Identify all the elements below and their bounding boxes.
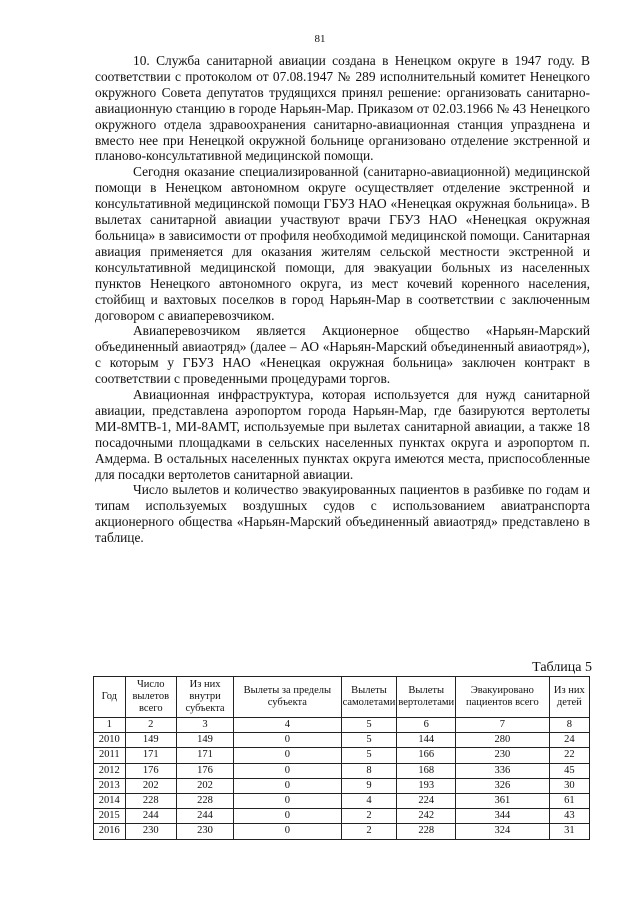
table-cell: 230 xyxy=(176,824,233,839)
table-row xyxy=(94,733,590,748)
table-cell: 6 xyxy=(397,718,456,733)
table-cell: 171 xyxy=(176,748,233,763)
table-cell: 3 xyxy=(176,718,233,733)
table-header-row xyxy=(94,677,590,718)
table-cell: 168 xyxy=(397,763,456,778)
table-cell: 24 xyxy=(549,733,589,748)
table-cell: 176 xyxy=(125,763,176,778)
table-cell: 280 xyxy=(456,733,550,748)
table-cell: 0 xyxy=(234,824,341,839)
table-cell: 4 xyxy=(234,718,341,733)
table-cell: 0 xyxy=(234,733,341,748)
table-cell: 244 xyxy=(125,809,176,824)
table-cell: 0 xyxy=(234,778,341,793)
table-cell: 2010 xyxy=(94,733,126,748)
table-cell: 230 xyxy=(456,748,550,763)
table-cell: 22 xyxy=(549,748,589,763)
table-cell: 193 xyxy=(397,778,456,793)
table-cell: 344 xyxy=(456,809,550,824)
table-cell: 8 xyxy=(549,718,589,733)
table-cell: 61 xyxy=(549,793,589,808)
table-cell: 228 xyxy=(397,824,456,839)
paragraph: 10. Служба санитарной авиации создана в Ненецком округе в 1947 году. В соответствии с протоколом от 07.08.1947 № 289 исполнительный комитет Ненецкого окружного Совета депутатов трудящихся принял решение: организовать санитарно-авиационную станцию в городе Нарьян-Мар. Приказом от 02.03.1966 № 43 Ненецкого окружного отдела здравоохранения санитарно-авиационная станция упразднена и вместо нее при Ненецкой окружной больнице организовано отделение экстренной и планово-консультативной медицинской помощи. xyxy=(95,53,590,164)
table-cell: 45 xyxy=(549,763,589,778)
table-cell: 202 xyxy=(125,778,176,793)
table-cell: 224 xyxy=(397,793,456,808)
table-cell: 324 xyxy=(456,824,550,839)
table-cell: 8 xyxy=(341,763,397,778)
table-row xyxy=(94,778,590,793)
table-cell: 5 xyxy=(341,748,397,763)
table-row xyxy=(94,824,590,839)
table-cell: 2016 xyxy=(94,824,126,839)
table-cell: 7 xyxy=(456,718,550,733)
table-cell: 0 xyxy=(234,748,341,763)
table-cell: 2012 xyxy=(94,763,126,778)
table-cell: 30 xyxy=(549,778,589,793)
table-cell: 176 xyxy=(176,763,233,778)
table-cell: 149 xyxy=(125,733,176,748)
table-cell: 2011 xyxy=(94,748,126,763)
table-row xyxy=(94,748,590,763)
table-cell: 230 xyxy=(125,824,176,839)
table-cell: 0 xyxy=(234,809,341,824)
table-cell: 4 xyxy=(341,793,397,808)
table-cell: 149 xyxy=(176,733,233,748)
table-cell: 171 xyxy=(125,748,176,763)
table-cell: 43 xyxy=(549,809,589,824)
table-cell: 0 xyxy=(234,793,341,808)
paragraph: Авиаперевозчиком является Акционерное общество «Нарьян-Марский объединенный авиаотряд» (далее – АО «Нарьян-Марский объединенный авиаотряд»), с которым у ГБУЗ НАО «Ненецкая окружная больница» заключен контракт в соответствии с проведенными процедурами торгов. xyxy=(95,323,590,387)
table-cell: 202 xyxy=(176,778,233,793)
header-airplane-flights: Вылеты самолетами xyxy=(341,677,397,718)
table-cell: 0 xyxy=(234,763,341,778)
table-cell: 2015 xyxy=(94,809,126,824)
header-helicopter-flights: Вылеты вертолетами xyxy=(397,677,456,718)
table-cell: 361 xyxy=(456,793,550,808)
table-cell: 228 xyxy=(125,793,176,808)
document-body xyxy=(95,53,590,546)
table-cell: 244 xyxy=(176,809,233,824)
paragraph: Сегодня оказание специализированной (санитарно-авиационной) медицинской помощи в Ненецком автономном округе осуществляет отделение экстренной и консультативной медицинской помощи ГБУЗ НАО «Ненецкая окружная больница». В вылетах санитарной авиации участвуют врачи ГБУЗ НАО «Ненецкая окружная больница» в зависимости от профиля необходимой медицинской помощи. Санитарная авиация применяется для оказания жителям сельской местности экстренной и консультативной медицинской помощи, для эвакуации больных из населенных пунктов Ненецкого автономного округа, из мест кочевий коренного населения, стойбищ и вахтовых поселков в город Нарьян-Мар в соответствии с заключенным договором с авиаперевозчиком. xyxy=(95,164,590,323)
table-cell: 5 xyxy=(341,733,397,748)
table-cell: 31 xyxy=(549,824,589,839)
table-cell: 2 xyxy=(341,809,397,824)
table-cell: 2013 xyxy=(94,778,126,793)
table-row xyxy=(94,793,590,808)
header-evacuated-total: Эвакуировано пациентов всего xyxy=(456,677,550,718)
table-cell: 2 xyxy=(341,824,397,839)
paragraph: Число вылетов и количество эвакуированных пациентов в разбивке по годам и типам используемых воздушных судов с использованием авиатранспорта акционерного общества «Нарьян-Марский объединенный авиаотряд» представлено в таблице. xyxy=(95,482,590,546)
table-cell: 1 xyxy=(94,718,126,733)
table-cell: 326 xyxy=(456,778,550,793)
paragraph: Авиационная инфраструктура, которая используется для нужд санитарной авиации, представлена аэропортом города Нарьян-Мар, где базируются вертолеты МИ-8МТВ-1, МИ-8АМТ, используемые при вылетах санитарной авиации, а также 18 посадочными площадками в сельских населенных пунктах округа и аэропортом п. Амдерма. В остальных населенных пунктах округа имеются места, приспособленные для посадки вертолетов санитарной авиации. xyxy=(95,387,590,482)
table-row xyxy=(94,763,590,778)
column-number-row xyxy=(94,718,590,733)
table-cell: 144 xyxy=(397,733,456,748)
table-cell: 2 xyxy=(125,718,176,733)
header-inside-region: Из них внутри субъекта xyxy=(176,677,233,718)
header-total-flights: Число вылетов всего xyxy=(125,677,176,718)
header-outside-region: Вылеты за пределы субъекта xyxy=(234,677,341,718)
table-row xyxy=(94,809,590,824)
table-cell: 166 xyxy=(397,748,456,763)
table-cell: 228 xyxy=(176,793,233,808)
header-year: Год xyxy=(94,677,126,718)
header-children: Из них детей xyxy=(549,677,589,718)
flights-table xyxy=(93,676,590,840)
table-cell: 336 xyxy=(456,763,550,778)
table-cell: 2014 xyxy=(94,793,126,808)
table-caption: Таблица 5 xyxy=(532,660,592,675)
table-cell: 5 xyxy=(341,718,397,733)
table-cell: 242 xyxy=(397,809,456,824)
page-number: 81 xyxy=(314,33,326,45)
table-cell: 9 xyxy=(341,778,397,793)
